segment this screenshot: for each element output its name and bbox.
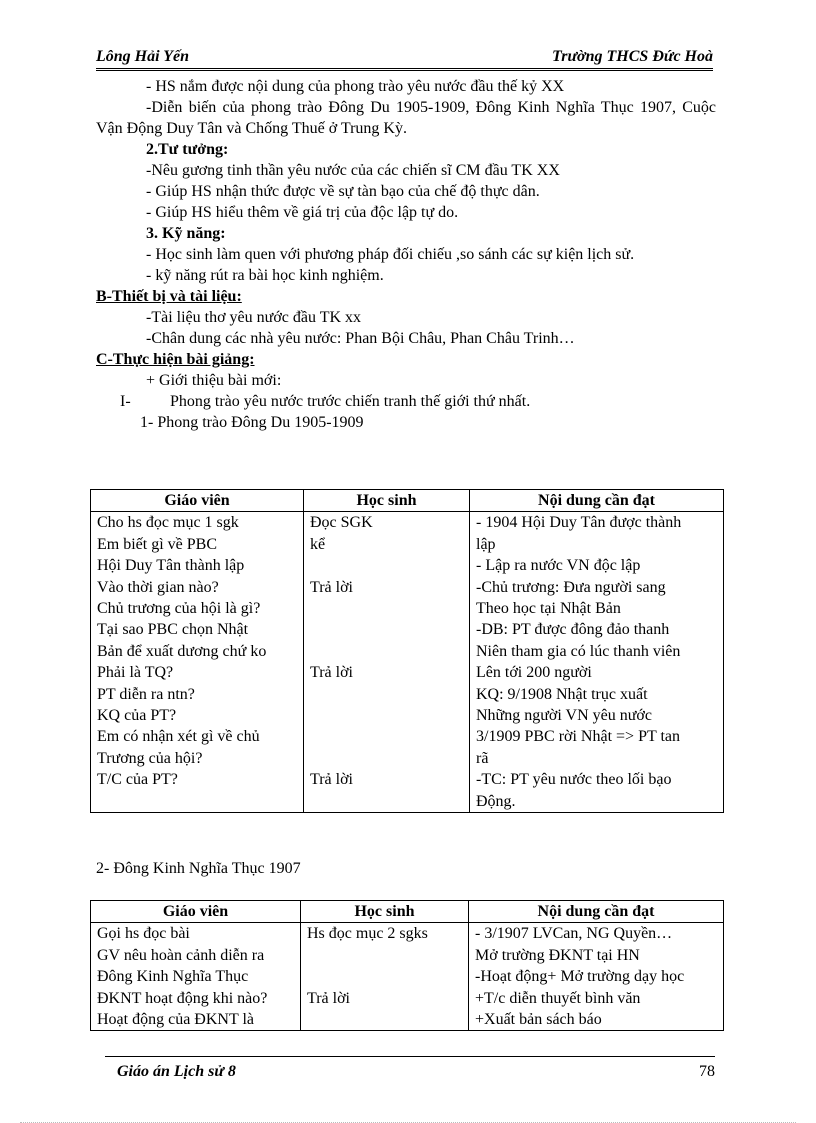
skills-title: 3. Kỹ năng:	[146, 225, 226, 242]
lesson-table-1	[90, 489, 724, 813]
cell-line: Tại sao PBC chọn Nhật	[97, 621, 249, 639]
cell-line: ĐKNT hoạt động khi nào?	[97, 989, 268, 1007]
cell-line	[307, 1009, 462, 1030]
section1-heading: 1- Phong trào Đông Du 1905-1909	[140, 414, 364, 431]
cell-line: - 1904 Hội Duy Tân được thành	[476, 514, 682, 532]
document-body	[96, 76, 716, 433]
cell-line: -Hoạt động+ Mở trường dạy học	[475, 968, 685, 986]
cell-line	[310, 705, 463, 726]
col-header-student: Học sinh	[304, 490, 470, 512]
cell-line: Gọi hs đọc bài	[97, 925, 190, 943]
cell-line: Trả lời	[310, 578, 353, 596]
col-header-teacher: Giáo viên	[91, 901, 301, 923]
cell-line: KQ: 9/1908 Nhật trục xuất	[476, 685, 648, 703]
cell-line: Trả lời	[310, 771, 353, 789]
cell-line: T/C của PT?	[97, 771, 178, 789]
content-cell	[470, 512, 724, 813]
lesson-intro: + Giới thiệu bài mới:	[146, 372, 282, 389]
cell-line: - Lập ra nước VN độc lập	[476, 557, 641, 575]
equipment-title: B-Thiết bị và tài liệu:	[96, 288, 242, 305]
header-school: Trường THCS Đức Hoà	[552, 48, 713, 65]
cell-line: Trương của hội?	[97, 749, 203, 767]
table-header-row	[91, 490, 724, 512]
cell-line: Lên tới 200 người	[476, 664, 592, 682]
cell-line	[310, 684, 463, 705]
cell-line: Hs đọc mục 2 sgks	[307, 925, 428, 943]
table-row	[91, 923, 724, 1031]
cell-line	[310, 726, 463, 747]
cell-line	[307, 966, 462, 987]
cell-line: Theo học tại Nhật Bản	[476, 600, 621, 618]
cell-line: Hội Duy Tân thành lập	[97, 557, 245, 575]
cell-line: -Chủ trương: Đưa người sang	[476, 578, 666, 596]
cell-line	[310, 748, 463, 769]
cell-line	[310, 598, 463, 619]
cell-line	[310, 555, 463, 576]
col-header-content: Nội dung cần đạt	[469, 901, 724, 923]
cell-line	[310, 791, 463, 812]
cell-line: Đọc SGK	[310, 514, 373, 532]
cell-line: Trả lời	[307, 989, 350, 1007]
skills-item: - kỹ năng rút ra bài học kinh nghiệm.	[146, 267, 384, 284]
cell-line: Những người VN yêu nước	[476, 707, 652, 725]
cell-line: Trả lời	[310, 664, 353, 682]
footer-title: Giáo án Lịch sử 8	[117, 1063, 236, 1080]
cell-line: Niên tham gia có lúc thanh viên	[476, 642, 681, 660]
table-row	[91, 512, 724, 813]
page-header	[96, 46, 713, 71]
cell-line: Mở trường ĐKNT tại HN	[475, 946, 640, 964]
intro-line: -Diễn biến của phong trào Đông Du 1905-1909, Đông Kinh Nghĩa Thục 1907, Cuộc Vận Động Duy Tân và Chống Thuế ở Trung Kỳ.	[96, 99, 716, 137]
equipment-item: -Tài liệu thơ yêu nước đầu TK xx	[146, 309, 362, 326]
cell-line: Em có nhận xét gì về chủ	[97, 728, 260, 746]
cell-line: PT diễn ra ntn?	[97, 685, 195, 703]
part-heading	[96, 391, 716, 412]
cell-line: rã	[476, 749, 489, 767]
part-title: Phong trào yêu nước trước chiến tranh thế giới thứ nhất.	[170, 393, 531, 410]
skills-item: - Học sinh làm quen với phương pháp đối chiếu ,so sánh các sự kiện lịch sử.	[146, 246, 635, 263]
page-footer	[105, 1056, 715, 1087]
cell-line: Đông Kinh Nghĩa Thục	[97, 968, 249, 986]
header-author: Lông Hải Yến	[96, 48, 190, 65]
page-number: 78	[699, 1063, 715, 1080]
cell-line: -DB: PT được đông đảo thanh	[476, 621, 670, 639]
student-cell	[301, 923, 469, 1031]
thought-item: - Giúp HS nhận thức được về sự tàn bạo của chế độ thực dân.	[146, 183, 540, 200]
cell-line: +T/c diễn thuyết bình văn	[475, 989, 641, 1007]
cell-line: Phải là TQ?	[97, 664, 174, 682]
cell-line: KQ của PT?	[97, 707, 177, 725]
table-header-row	[91, 901, 724, 923]
cell-line	[310, 619, 463, 640]
cell-line	[97, 791, 297, 812]
thought-item: -Nêu gương tinh thần yêu nước của các chiến sĩ CM đầu TK XX	[146, 162, 560, 179]
student-cell	[304, 512, 470, 813]
lesson-table-2	[90, 900, 724, 1031]
cell-line	[310, 641, 463, 662]
cell-line: 3/1909 PBC rời Nhật => PT tan	[476, 728, 680, 746]
thought-title: 2.Tư tưởng:	[146, 141, 229, 158]
cell-line: - 3/1907 LVCan, NG Quyền…	[475, 925, 673, 943]
teacher-cell	[91, 512, 304, 813]
cell-line: Hoạt động của ĐKNT là	[97, 1011, 254, 1029]
cell-line: Em biết gì về PBC	[97, 535, 217, 553]
cell-line: Bản để xuất dương chứ ko	[97, 642, 267, 660]
part-number: I-	[120, 393, 131, 410]
teacher-cell	[91, 923, 301, 1031]
cell-line: +Xuất bản sách báo	[475, 1011, 602, 1029]
cell-line: kể	[310, 535, 326, 553]
cell-line: Động.	[476, 792, 516, 810]
cell-line	[307, 945, 462, 966]
content-cell	[469, 923, 724, 1031]
cell-line: Vào thời gian nào?	[97, 578, 219, 596]
thought-item: - Giúp HS hiểu thêm về giá trị của độc lập tự do.	[146, 204, 459, 221]
cell-line: Cho hs đọc mục 1 sgk	[97, 514, 239, 532]
equipment-item: -Chân dung các nhà yêu nước: Phan Bội Châu, Phan Châu Trinh…	[146, 330, 575, 347]
section2-heading: 2- Đông Kinh Nghĩa Thục 1907	[96, 860, 301, 877]
cell-line: GV nêu hoàn cảnh diễn ra	[97, 946, 265, 964]
col-header-teacher: Giáo viên	[91, 490, 304, 512]
cell-line: -TC: PT yêu nước theo lối bạo	[476, 771, 672, 789]
col-header-content: Nội dung cần đạt	[470, 490, 724, 512]
intro-line: - HS nắm được nội dung của phong trào yêu nước đầu thế kỷ XX	[146, 78, 565, 95]
lesson-title: C-Thực hiện bài giảng:	[96, 351, 255, 368]
cell-line: lập	[476, 535, 496, 553]
col-header-student: Học sinh	[301, 901, 469, 923]
cell-line: Chủ trương của hội là gì?	[97, 600, 261, 618]
